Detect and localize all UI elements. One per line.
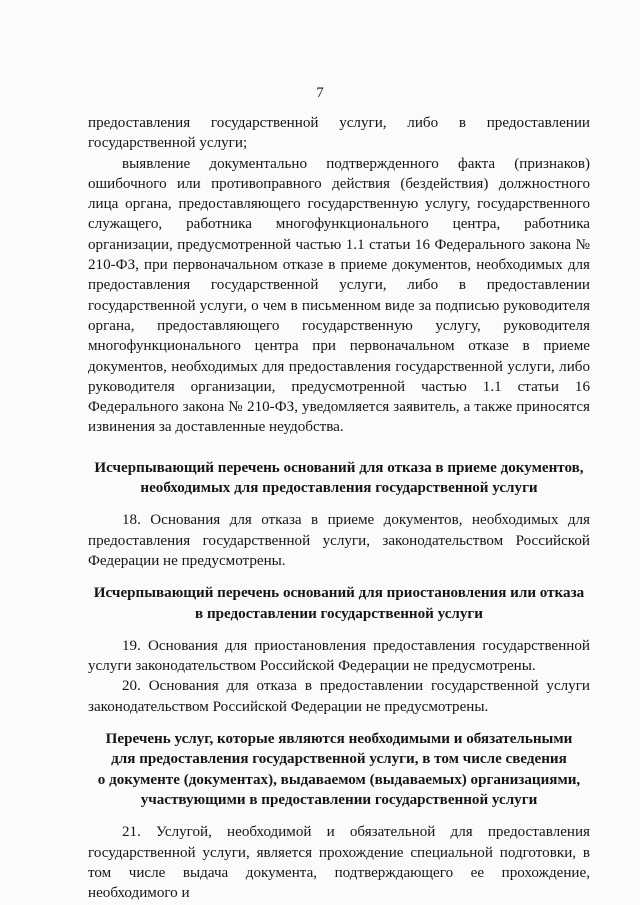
heading-line: Исчерпывающий перечень оснований для приостановления или отказа: [93, 585, 585, 602]
page-number: 7: [316, 85, 324, 101]
heading-line: для предоставления государственной услуги, в том числе сведения: [111, 751, 567, 768]
paragraph-21: 21. Услугой, необходимой и обязательной для предоставления государственной услуги, является прохождение специальной подготовки, в том числе выдача документа, подтверждающего ее прохождение, необходимого и: [88, 824, 590, 902]
heading-necessary-services: [88, 729, 590, 810]
paragraph-18: 18. Основания для отказа в приеме документов, необходимых для предоставления государственной услуги, законодательством Российской Федерации не предусмотрены.: [88, 512, 590, 569]
paragraph-20: 20. Основания для отказа в предоставлении государственной услуги законодательством Российской Федерации не предусмотрены.: [88, 678, 590, 715]
heading-line: участвующими в предоставлении государственной услуги: [140, 791, 538, 808]
heading-line: о документе (документах), выдаваемом (выдаваемых) организациями,: [97, 771, 581, 788]
paragraph-intro: предоставления государственной услуги, либо в предоставлении государственной услуги;: [88, 115, 590, 152]
heading-line: Перечень услуг, которые являются необходимыми и обязательными: [105, 731, 573, 748]
page-content: [88, 113, 590, 903]
heading-line: в предоставлении государственной услуги: [195, 605, 483, 622]
heading-suspension-refusal: [88, 583, 590, 624]
heading-refusal-documents: [88, 458, 590, 499]
heading-line: Исчерпывающий перечень оснований для отказа в приеме документов,: [94, 459, 584, 476]
heading-line: необходимых для предоставления государственной услуги: [140, 480, 538, 497]
paragraph-19: 19. Основания для приостановления предоставления государственной услуги законодательством Российской Федерации не предусмотрены.: [88, 637, 590, 675]
paragraph-detection: выявление документально подтвержденного факта (признаков) ошибочного или противоправного действия (бездействия) должностного лица органа, предоставляющего государственную услугу, государственного служащего, работника многофункционального центра, работника организации, предусмотренной частью 1.1 статьи 16 Федерального закона № 210-ФЗ, при первоначальном отказе в приеме документов, необходимых для предоставления государственной услуги, либо в предоставлении государственной услуги, о чем в письменном виде за подписью руководителя органа, предоставляющего государственную услугу, руководителя многофункционального центра при первоначальном отказе в приеме документов, необходимых для предоставления государственной услуги, либо руководителя организации, предусмотренной частью 1.1 статьи 16 Федерального закона № 210-ФЗ, уведомляется заявитель, а также приносятся извинения за доставленные неудобства.: [88, 155, 590, 436]
